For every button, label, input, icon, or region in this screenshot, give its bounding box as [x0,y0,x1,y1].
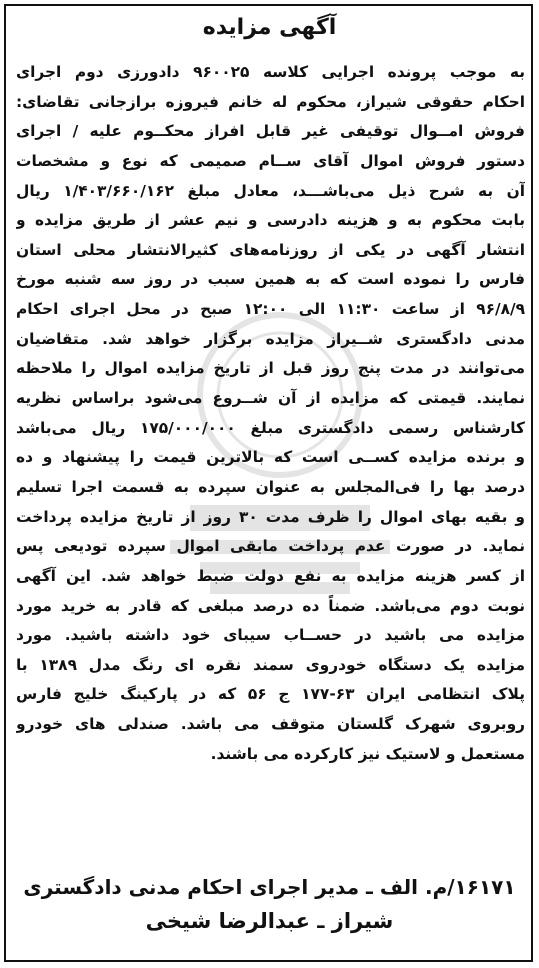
body-line: مدنی دادگستری شــیراز مزایده برگزار خواهد شد. متقاضیان [16,329,525,348]
body-line: نمایند. قیمتی که مزایده از آن شــروع می‌شود براساس نظریه [16,389,525,408]
body-line: مزایده یک دستگاه خودروی سمند نقره ای رنگ مدل ۱۳۸۹ با [16,655,525,674]
body-line: پلاک انتظامی ایران ۶۳-۱۷۷ ج ۵۶ که در پارکینگ خلیج فارس [16,685,525,704]
body-line: می‌توانند در مدت پنج روز قبل از تاریخ مزایده اموال را ملاحظه [16,359,525,378]
body-line: روبروی شهرک گلستان متوقف می باشد. صندلی های خودرو [16,715,525,734]
body-line: نوبت دوم می‌باشد. ضمناً ده درصد مبلغی که قادر به خرید مورد [16,596,525,615]
body-line: آن به شرح ذیل می‌باشـــد، معادل مبلغ ۱/۴۰۳/۶۶۰/۱۶۲ ریال [16,181,525,200]
notice-signature [0,870,539,938]
body-line: احکام حقوقی شیراز، محکوم له خانم فیروزه برازجانی تقاضای: [16,92,525,111]
signature-name-line: شیراز ـ عبدالرضا شیخی [145,909,394,933]
body-line: ۹۶/۸/۹ از ساعت ۱۱:۳۰ الی ۱۲:۰۰ صبح در محل اجرای احکام [16,300,525,319]
body-line: فارس را نموده است که به همین سبب در روز سه شنبه مورخ [16,270,525,289]
notice-body [16,58,525,769]
signature-reference-line: ۱۶۱۷۱/م. الف ـ مدیر اجرای احکام مدنی دادگستری [23,875,516,899]
body-line: درصد بها را فی‌المجلس به عنوان سپرده به قسمت اجرا تسلیم [16,477,525,496]
body-line: دستور فروش اموال آقای ســام صمیمی که نوع و مشخصات [16,151,525,170]
body-line: و برنده مزایده کســی است که بالاترین قیمت را پیشنهاد و ده [16,448,525,467]
body-line: به موجب پرونده اجرایی کلاسه ۹۶۰۰۲۵ دادورزی دوم اجرای [16,63,525,81]
body-line: از کسر هزینه مزایده به نفع دولت ضبط خواهد شد. این آگهی [16,566,525,585]
body-line: مستعمل و لاستیک نیز کارکرده می باشند. [210,744,525,763]
body-line: انتشار آگهی در یکی از روزنامه‌های کثیرالانتشار محلی استان [16,240,525,259]
body-line: بابت محکوم به و هزینه دادرسی و نیم عشر از طریق مزایده و [16,211,525,230]
body-line: فروش امــوال توقیفی غیر قابل افراز محکــوم علیه / اجرای [16,122,525,141]
body-line: کارشناس رسمی دادگستری مبلغ ۱۷۵/۰۰۰/۰۰۰ ریال می‌باشد [16,418,525,437]
body-line: نماید. در صورت عدم پرداخت مابقی اموال سپرده تودیعی پس [16,537,525,556]
body-line: مزایده می باشید در حســاب سیبای خود داشته باشید. مورد [16,626,525,645]
notice-title: آگهی مزایده [202,15,337,40]
body-line: و بقیه بهای اموال را ظرف مدت ۳۰ روز از تاریخ مزایده پرداخت [16,507,525,526]
